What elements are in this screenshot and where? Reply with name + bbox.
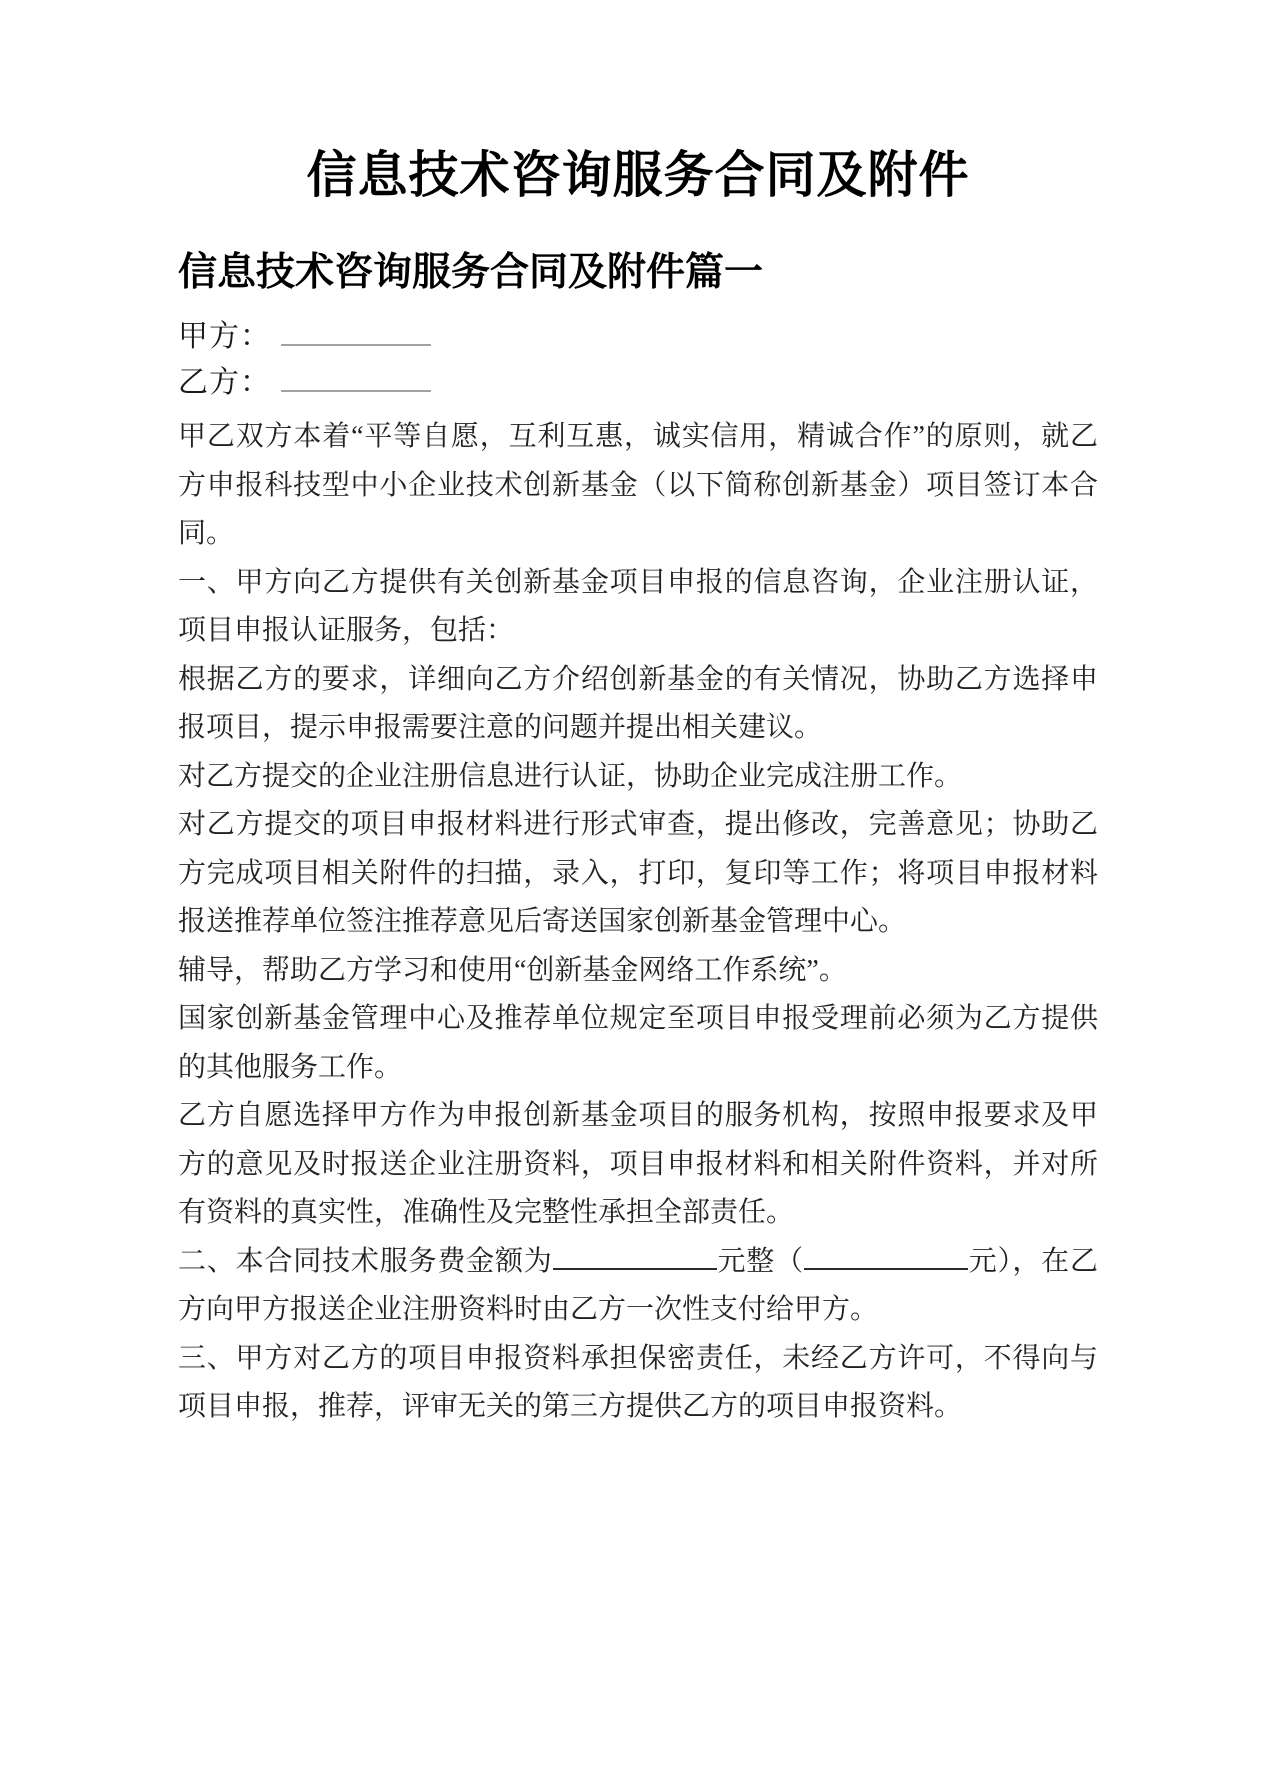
party-b-label: 乙方： bbox=[178, 366, 271, 399]
service-item-5: 国家创新基金管理中心及推荐单位规定至项目申报受理前必须为乙方提供的其他服务工作。 bbox=[178, 1003, 1098, 1083]
fee-amount-words-blank-line bbox=[804, 1240, 968, 1270]
clause-two-paragraph bbox=[178, 1238, 1098, 1335]
clause-two-text-before-amount: 二、本合同技术服务费金额为 bbox=[178, 1245, 553, 1277]
fee-amount-blank-line bbox=[553, 1240, 717, 1270]
service-item-6: 乙方自愿选择甲方作为申报创新基金项目的服务机构，按照申报要求及甲方的意见及时报送企业注册资料，项目申报材料和相关附件资料，并对所有资料的真实性，准确性及完整性承担全部责任。 bbox=[178, 1100, 1098, 1228]
party-b-blank-line bbox=[281, 360, 431, 392]
clause-two-text-after: 元），在乙方向甲方报送企业注册资料时由乙方一次性支付给甲方。 bbox=[178, 1245, 1098, 1325]
party-a-blank-line bbox=[281, 314, 431, 346]
party-a-row bbox=[178, 314, 1098, 360]
party-b-row bbox=[178, 360, 1098, 406]
clause-two-text-between: 元整（ bbox=[716, 1245, 804, 1277]
preamble-paragraph: 甲乙双方本着“平等自愿，互利互惠，诚实信用，精诚合作”的原则，就乙方申报科技型中小企业技术创新基金（以下简称创新基金）项目签订本合同。 bbox=[178, 421, 1098, 549]
contract-body bbox=[178, 413, 1098, 1432]
service-item-3: 对乙方提交的项目申报材料进行形式审查，提出修改，完善意见；协助乙方完成项目相关附件的扫描，录入，打印，复印等工作；将项目申报材料报送推荐单位签注推荐意见后寄送国家创新基金管理中心。 bbox=[178, 809, 1098, 937]
contract-document-page bbox=[0, 142, 1275, 1792]
parties-block bbox=[178, 314, 1098, 406]
section-heading: 信息技术咨询服务合同及附件篇一 bbox=[178, 251, 764, 294]
service-item-1: 根据乙方的要求，详细向乙方介绍创新基金的有关情况，协助乙方选择申报项目，提示申报需要注意的问题并提出相关建议。 bbox=[178, 663, 1098, 743]
clause-three-paragraph: 三、甲方对乙方的项目申报资料承担保密责任，未经乙方许可，不得向与项目申报，推荐，评审无关的第三方提供乙方的项目申报资料。 bbox=[178, 1342, 1098, 1422]
service-item-2: 对乙方提交的企业注册信息进行认证，协助企业完成注册工作。 bbox=[178, 760, 963, 792]
document-title: 信息技术咨询服务合同及附件 bbox=[306, 147, 970, 203]
clause-one-paragraph: 一、甲方向乙方提供有关创新基金项目申报的信息咨询，企业注册认证，项目申报认证服务，包括： bbox=[178, 566, 1098, 646]
party-a-label: 甲方： bbox=[178, 320, 271, 353]
service-item-4: 辅导，帮助乙方学习和使用“创新基金网络工作系统”。 bbox=[178, 954, 847, 986]
